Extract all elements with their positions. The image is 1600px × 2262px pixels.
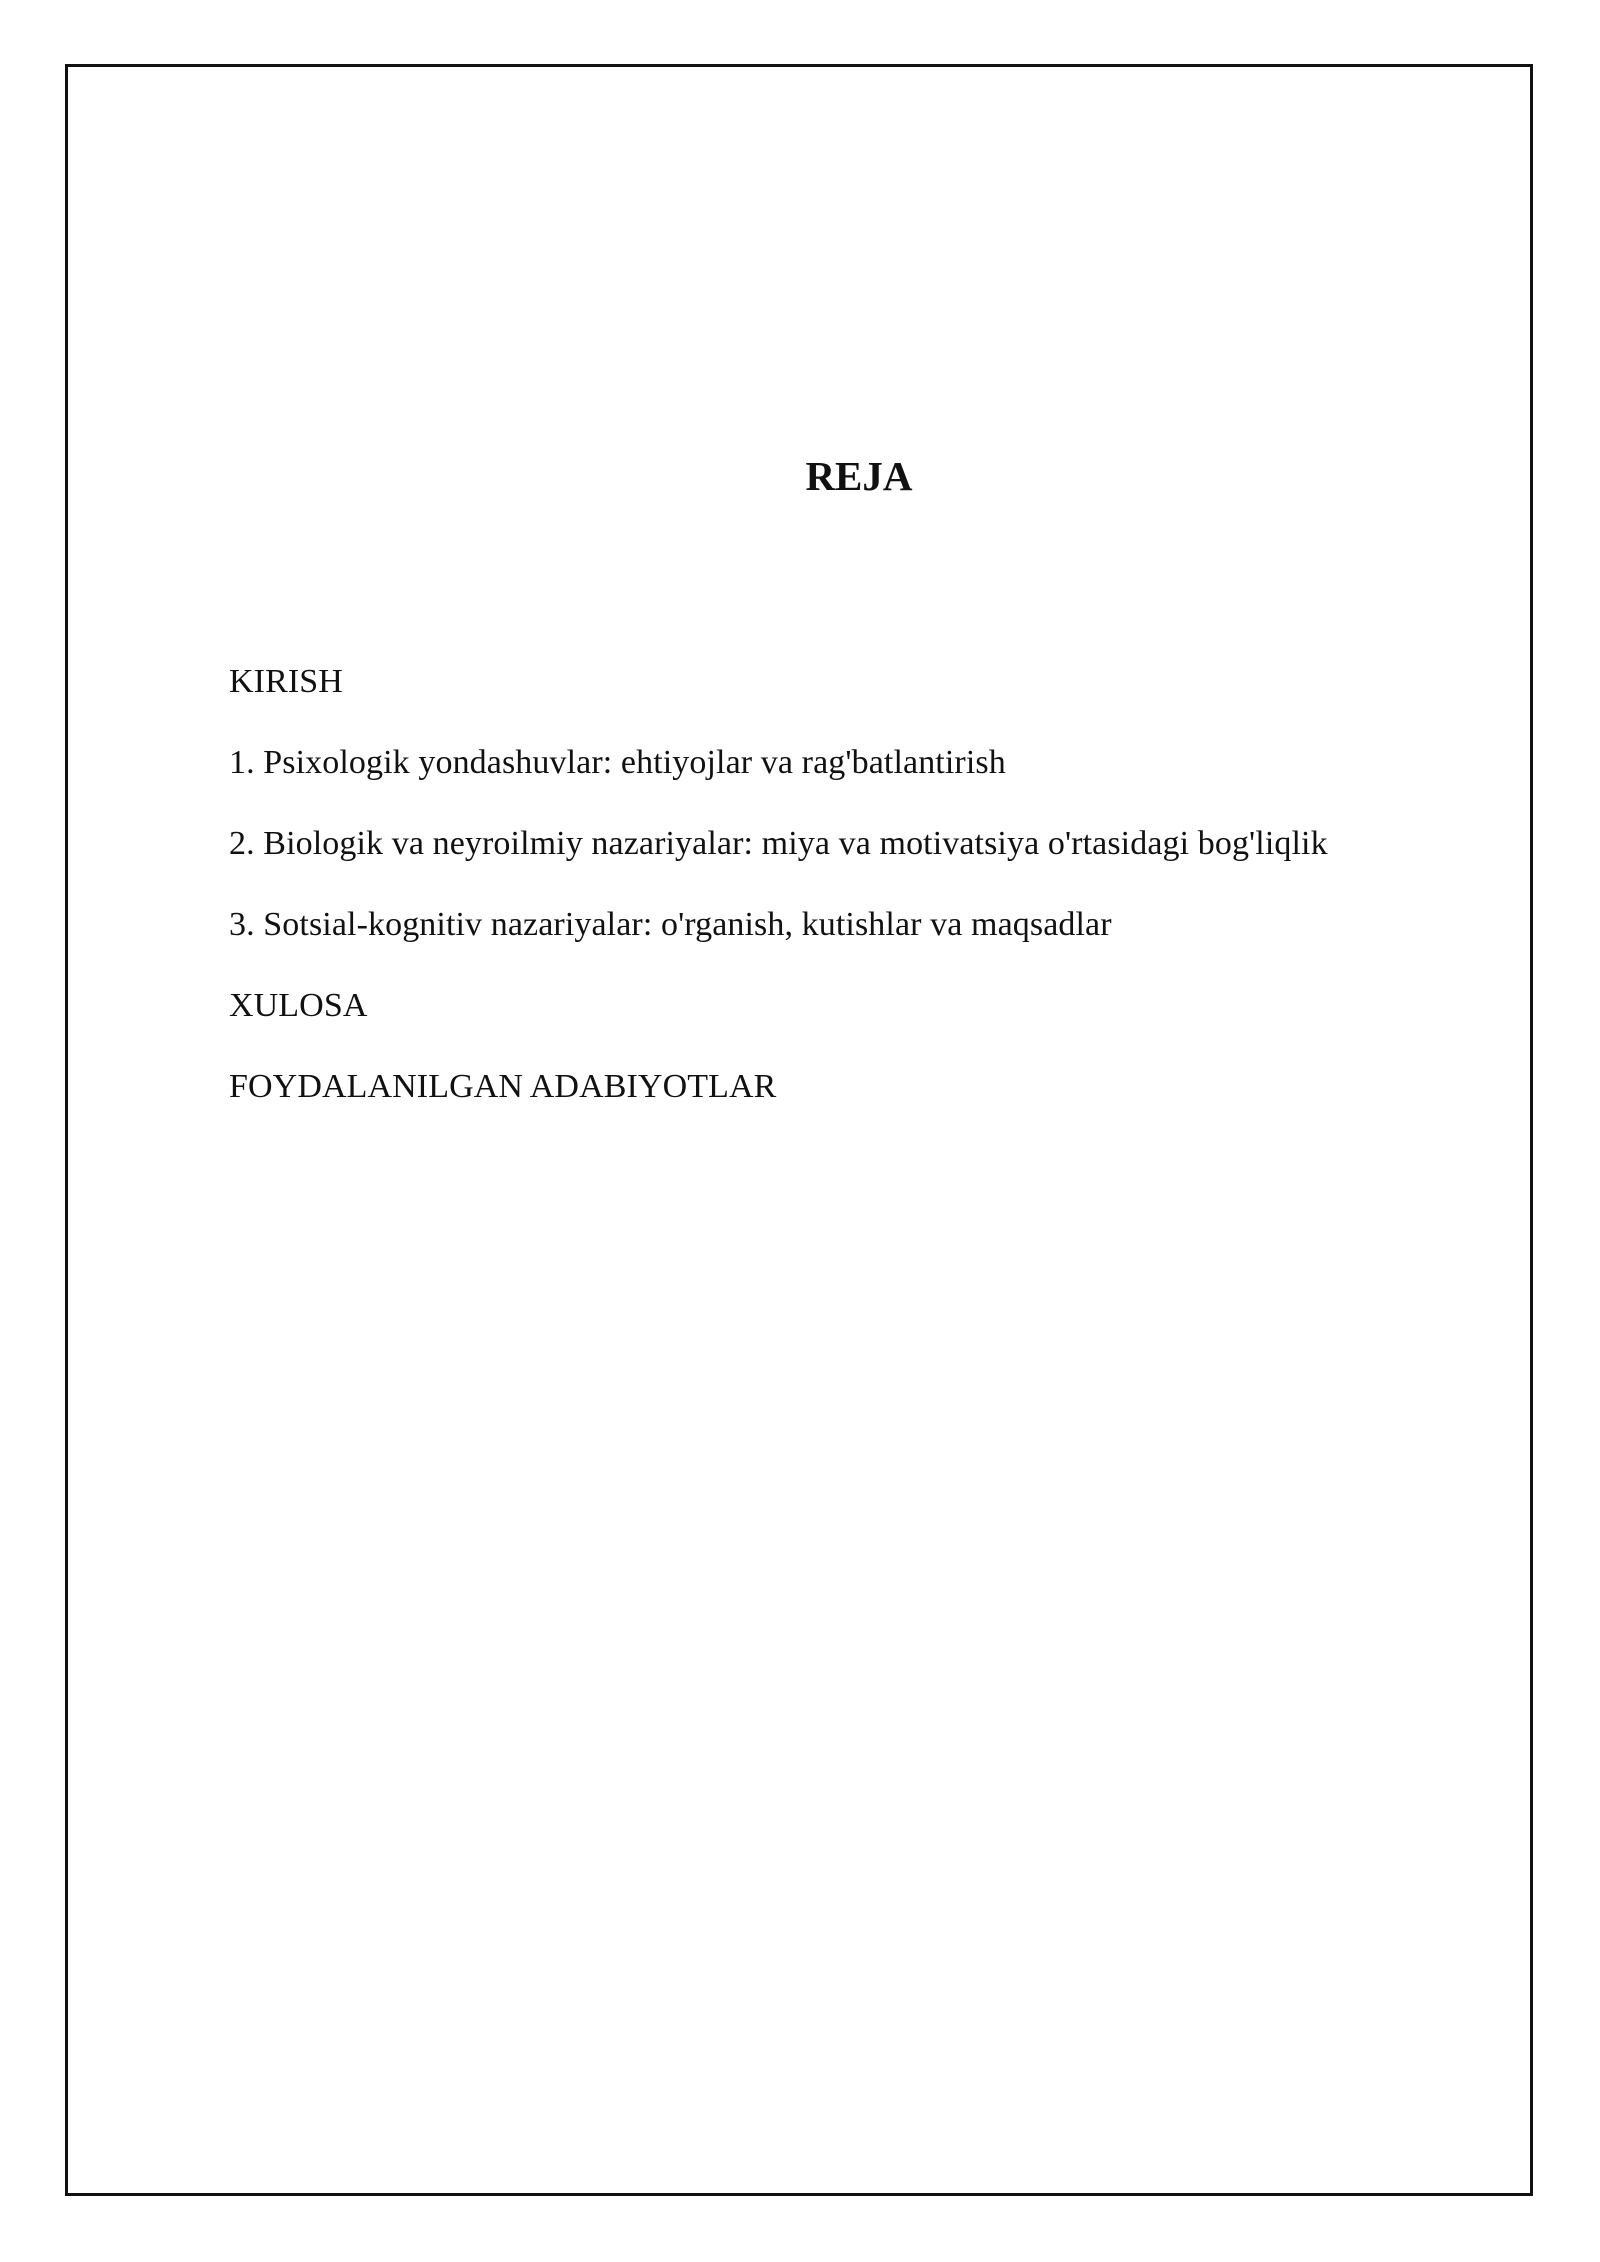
- toc-item-conclusion: XULOSA: [229, 987, 368, 1024]
- toc-item-introduction: KIRISH: [229, 663, 343, 700]
- toc-item-references: FOYDALANILGAN ADABIYOTLAR: [229, 1068, 777, 1105]
- page-title: REJA: [805, 453, 913, 499]
- page-border: [65, 64, 1533, 2196]
- toc-item-section-1: 1. Psixologik yondashuvlar: ehtiyojlar va rag'batlantirish: [229, 744, 1006, 781]
- toc-item-section-3: 3. Sotsial-kognitiv nazariyalar: o'rganish, kutishlar va maqsadlar: [229, 906, 1112, 943]
- toc-item-section-2: 2. Biologik va neyroilmiy nazariyalar: miya va motivatsiya o'rtasidagi bog'liqlik: [229, 825, 1328, 862]
- table-of-contents: [229, 641, 1328, 1127]
